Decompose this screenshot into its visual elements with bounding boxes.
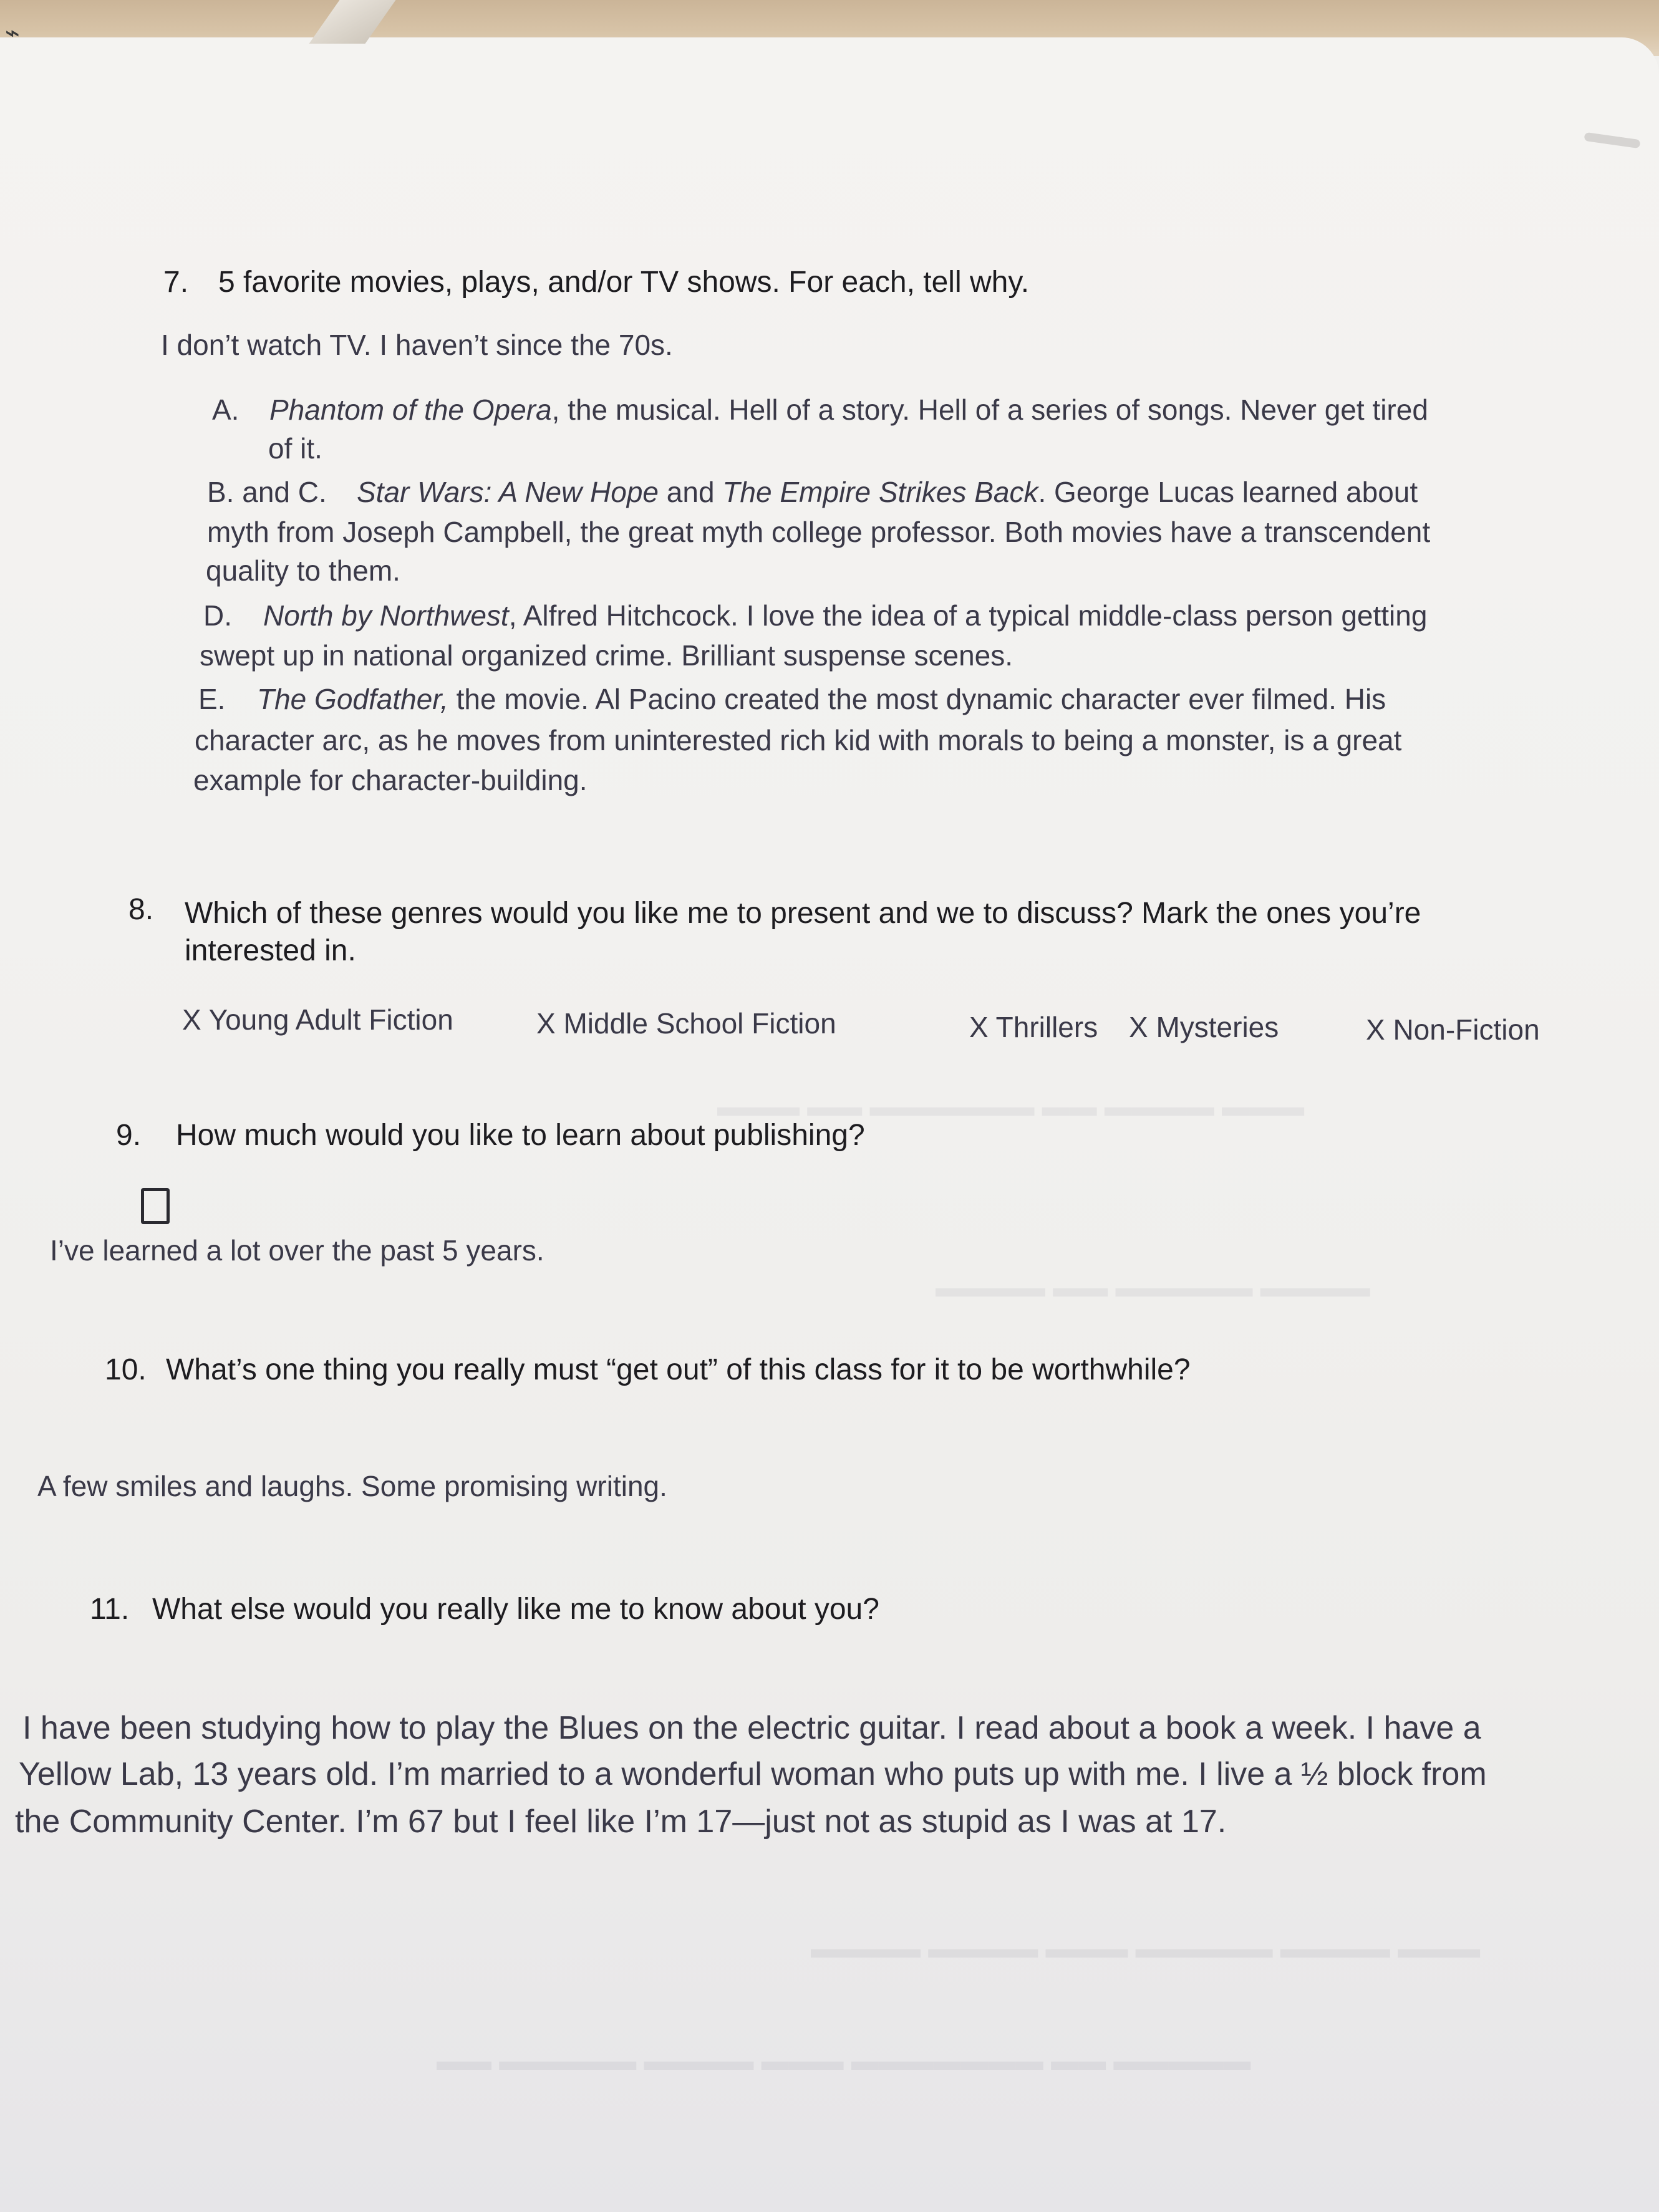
q7-item-a-title: Phantom of the Opera: [269, 394, 552, 426]
bleed-through: ▬▬▬ ▬▬▬▬ ▬▬▬▬▬ ▬▬▬ ▬▬▬▬ ▬▬▬▬: [811, 1933, 1481, 1964]
q8-prompt-line2: interested in.: [185, 934, 356, 967]
q9-answer: I’ve learned a lot over the past 5 years.: [50, 1234, 544, 1267]
q11-answer-line2: Yellow Lab, 13 years old. I’m married to a wonderful woman who puts up with me. I live a ½ block from: [19, 1756, 1487, 1792]
q8-number: 8.: [128, 893, 154, 926]
q11-prompt: What else would you really like me to know about you?: [152, 1593, 879, 1626]
q7-item-bc: [357, 473, 1418, 511]
q7-item-d: [263, 596, 1427, 635]
genre-option: X Young Adult Fiction: [182, 1003, 453, 1036]
q7-item-e-title: The Godfather,: [257, 683, 448, 715]
bleed-through: ▬▬▬ ▬▬▬▬ ▬▬ ▬▬▬▬▬▬ ▬▬ ▬▬▬: [717, 1091, 1305, 1122]
bleed-through: ▬▬▬▬ ▬▬▬▬▬ ▬▬ ▬▬▬▬: [936, 1272, 1370, 1303]
q7-item-a-letter: A.: [212, 394, 239, 426]
q7-item-e-cont2: example for character-building.: [193, 764, 588, 796]
q7-item-e-rest: the movie. Al Pacino created the most dynamic character ever filmed. His: [448, 683, 1386, 715]
q10-prompt: What’s one thing you really must “get out” of this class for it to be worthwhile?: [166, 1353, 1191, 1386]
q7-item-bc-title1: Star Wars: A New Hope: [357, 476, 659, 508]
q7-item-e-letter: E.: [198, 683, 226, 715]
q7-item-a: [269, 390, 1428, 429]
q11-number: 11.: [90, 1593, 130, 1626]
q7-item-bc-rest: . George Lucas learned about: [1038, 476, 1418, 508]
genre-option: X Non-Fiction: [1366, 1013, 1540, 1046]
q7-item-e-cont1: character arc, as he moves from uninterested rich kid with morals to being a monster, is a great: [195, 724, 1402, 756]
q7-item-bc-letter: B. and C.: [207, 476, 327, 508]
q10-number: 10.: [105, 1353, 147, 1386]
genre-option: X Middle School Fiction: [536, 1007, 836, 1040]
q10-answer: A few smiles and laughs. Some promising writing.: [37, 1470, 667, 1502]
q7-prompt: 5 favorite movies, plays, and/or TV shows. For each, tell why.: [218, 266, 1030, 299]
bleed-through: ▬▬▬▬▬ ▬▬ ▬▬▬▬▬▬▬ ▬▬▬ ▬▬▬▬ ▬▬▬▬▬ ▬▬: [437, 2045, 1251, 2076]
checkbox[interactable]: [141, 1188, 170, 1224]
q7-item-d-letter: D.: [203, 599, 232, 632]
q7-item-bc-and: and: [666, 476, 715, 508]
q9-number: 9.: [116, 1119, 142, 1152]
q11-answer-line1: I have been studying how to play the Blues on the electric guitar. I read about a book a week. I have a: [22, 1710, 1481, 1746]
q8-prompt-line1: Which of these genres would you like me to present and we to discuss? Mark the ones you’re: [185, 897, 1421, 930]
genre-option: X Thrillers: [969, 1011, 1098, 1043]
q7-item-bc-cont2: quality to them.: [206, 554, 400, 587]
q7-item-bc-cont1: myth from Joseph Campbell, the great myth college professor. Both movies have a transcendent: [207, 516, 1431, 548]
edge-glyph: ⌁: [5, 19, 21, 47]
q7-item-a-cont: of it.: [268, 432, 322, 465]
q11-answer-line3: the Community Center. I’m 67 but I feel like I’m 17—just not as stupid as I was at 17.: [15, 1804, 1227, 1840]
q7-answer: I don’t watch TV. I haven’t since the 70s.: [161, 329, 673, 361]
q7-item-d-title: North by Northwest: [263, 599, 509, 632]
q7-number: 7.: [163, 266, 189, 299]
q7-item-bc-title2: The Empire Strikes Back: [722, 476, 1038, 508]
q7-item-d-rest: , Alfred Hitchcock. I love the idea of a typical middle-class person getting: [508, 599, 1428, 632]
q7-item-a-rest: , the musical. Hell of a story. Hell of a series of songs. Never get tired: [551, 394, 1428, 426]
q7-item-d-cont: swept up in national organized crime. Brilliant suspense scenes.: [200, 639, 1013, 672]
genre-option: X Mysteries: [1129, 1011, 1279, 1043]
q9-prompt: How much would you like to learn about publishing?: [176, 1119, 865, 1152]
q7-item-e: [257, 680, 1386, 718]
